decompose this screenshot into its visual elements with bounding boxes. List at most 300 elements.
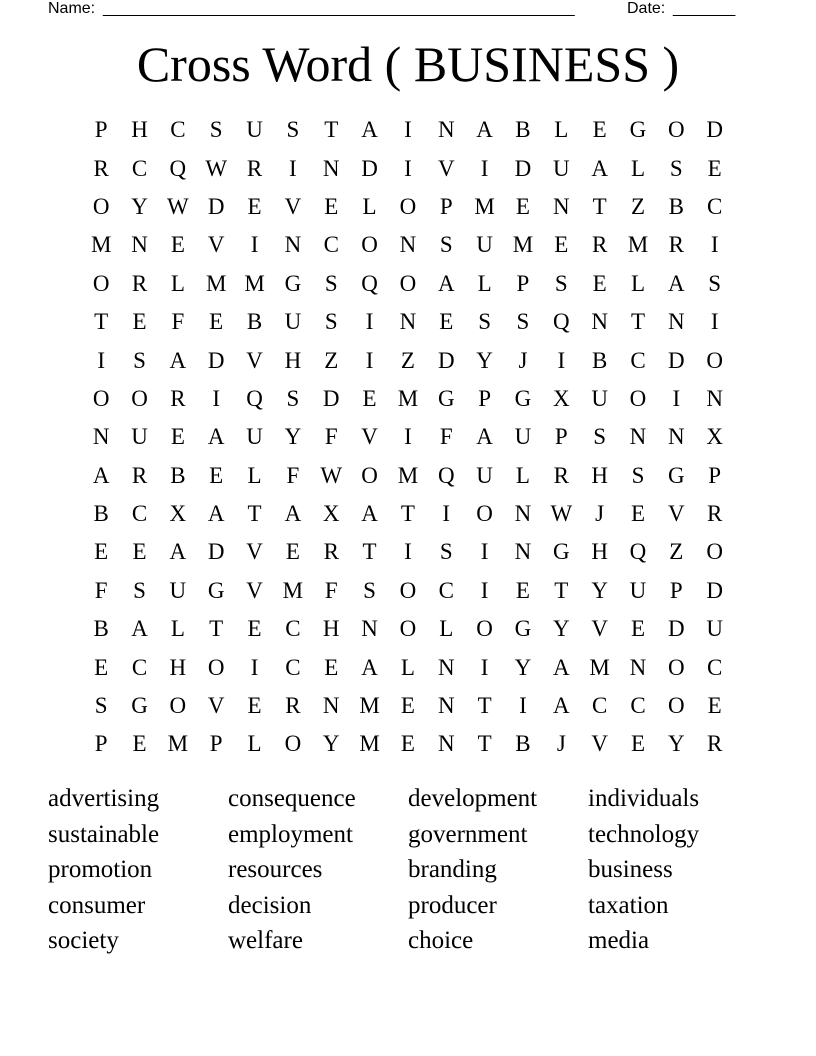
grid-letter: H — [284, 347, 302, 373]
grid-letter: P — [554, 424, 568, 450]
grid-letter: U — [476, 462, 493, 488]
grid-letter: V — [284, 193, 302, 219]
grid-letter: B — [93, 501, 109, 527]
grid-letter: O — [284, 731, 302, 757]
grid-letter: O — [668, 117, 685, 143]
grid-letter: M — [512, 232, 534, 258]
grid-letter: S — [133, 577, 146, 603]
grid-row — [82, 533, 734, 571]
word-list-item: sustainable — [48, 820, 160, 848]
grid-letter: C — [630, 347, 646, 373]
grid-letter: S — [286, 117, 300, 143]
grid-letter: M — [474, 193, 495, 219]
grid-letter: G — [514, 616, 532, 642]
grid-letter: M — [282, 577, 304, 603]
grid-letter: A — [668, 270, 685, 296]
grid-letter: O — [131, 385, 148, 411]
grid-letter: C — [707, 654, 723, 680]
grid-letter: V — [246, 539, 263, 565]
word-list-item: individuals — [588, 785, 700, 812]
grid-letter: N — [591, 309, 608, 335]
grid-letter: I — [672, 385, 681, 411]
grid-row — [82, 687, 734, 725]
grid-letter: A — [591, 155, 608, 181]
grid-letter: P — [669, 577, 683, 603]
grid-letter: P — [94, 117, 108, 143]
grid-letter: Y — [476, 347, 493, 373]
grid-letter: I — [710, 232, 719, 258]
grid-letter: F — [286, 462, 300, 488]
grid-letter: E — [132, 539, 147, 565]
grid-letter: I — [365, 309, 374, 335]
grid-letter: O — [207, 654, 225, 680]
grid-letter: P — [478, 385, 491, 411]
grid-letter: A — [361, 501, 378, 527]
page-title: Cross Word ( BUSINESS ) — [136, 36, 680, 92]
grid-letter: Y — [284, 424, 302, 450]
grid-letter: A — [552, 693, 570, 719]
grid-letter: T — [94, 309, 109, 335]
grid-letter: M — [397, 462, 419, 488]
grid-letter: E — [400, 693, 415, 719]
grid-letter: W — [205, 155, 228, 181]
grid-letter: A — [361, 654, 378, 680]
grid-letter: N — [92, 424, 110, 450]
grid-letter: E — [630, 616, 646, 642]
grid-letter: D — [361, 155, 378, 181]
grid-letter: O — [399, 270, 417, 296]
grid-letter: T — [247, 501, 262, 527]
grid-letter: J — [556, 731, 566, 757]
grid-letter: V — [361, 424, 378, 450]
grid-letter: S — [669, 155, 683, 181]
grid-row — [82, 725, 734, 763]
grid-letter: A — [169, 539, 187, 565]
grid-letter: O — [169, 693, 187, 719]
grid-letter: A — [207, 501, 225, 527]
grid-letter: I — [442, 501, 451, 527]
grid-letter: M — [589, 654, 610, 680]
grid-letter: N — [437, 693, 455, 719]
grid-letter: V — [591, 731, 608, 757]
word-list-item: welfare — [228, 927, 303, 954]
grid-letter: N — [629, 424, 647, 450]
grid-letter: L — [439, 616, 454, 642]
grid-letter: E — [362, 385, 377, 411]
word-list-item: development — [408, 785, 538, 812]
grid-letter: H — [169, 654, 187, 680]
grid-letter: N — [361, 616, 378, 642]
grid-letter: Y — [591, 577, 608, 603]
grid-letter: O — [399, 193, 417, 219]
grid-letter: S — [439, 539, 453, 565]
grid-letter: I — [250, 232, 259, 258]
grid-letter: E — [209, 309, 224, 335]
word-list-item: business — [588, 856, 673, 883]
grid-letter: H — [131, 117, 148, 143]
grid-letter: P — [439, 193, 453, 219]
grid-letter: V — [591, 616, 608, 642]
grid-letter: B — [246, 309, 263, 335]
grid-letter: P — [516, 270, 530, 296]
grid-letter: F — [171, 309, 185, 335]
grid-letter: N — [629, 654, 647, 680]
grid-letter: E — [209, 462, 224, 488]
grid-letter: F — [324, 577, 338, 603]
grid-letter: X — [322, 501, 340, 527]
grid-letter: I — [404, 117, 412, 143]
grid-letter: C — [285, 616, 301, 642]
grid-letter: E — [170, 424, 185, 450]
grid-letter: B — [170, 462, 186, 488]
grid-letter: S — [593, 424, 607, 450]
grid-letter: I — [519, 693, 527, 719]
grid-letter: I — [404, 155, 412, 181]
grid-letter: C — [438, 577, 454, 603]
grid-letter: O — [706, 539, 723, 565]
grid-letter: I — [480, 155, 489, 181]
grid-letter: R — [246, 155, 263, 181]
grid-letter: Y — [552, 616, 570, 642]
grid-row — [82, 341, 734, 379]
grid-letter: O — [476, 616, 493, 642]
grid-letter: A — [476, 117, 493, 143]
grid-letter: X — [169, 501, 187, 527]
grid-letter: C — [131, 155, 148, 181]
grid-letter: L — [477, 270, 492, 296]
grid-letter: I — [404, 424, 412, 450]
grid-letter: D — [207, 539, 225, 565]
grid-letter: O — [476, 501, 493, 527]
grid-letter: S — [478, 309, 491, 335]
grid-letter: N — [437, 731, 455, 757]
grid-letter: V — [207, 232, 225, 258]
grid-letter: U — [476, 232, 493, 258]
grid-letter: S — [286, 385, 300, 411]
grid-letter: G — [629, 117, 647, 143]
grid-letter: T — [477, 693, 492, 719]
grid-letter: N — [437, 654, 455, 680]
grid-letter: N — [552, 193, 570, 219]
grid-row — [82, 418, 734, 456]
grid-row — [82, 111, 734, 149]
grid-letter: U — [169, 577, 187, 603]
grid-letter: E — [324, 654, 339, 680]
grid-letter: G — [552, 539, 570, 565]
grid-letter: T — [554, 577, 569, 603]
grid-letter: I — [404, 539, 412, 565]
grid-letter: P — [708, 462, 722, 488]
grid-letter: Q — [437, 462, 455, 488]
grid-letter: E — [592, 270, 607, 296]
grid-letter: T — [477, 731, 492, 757]
grid-letter: L — [630, 270, 646, 296]
grid-row — [82, 610, 734, 648]
grid-row — [82, 188, 734, 226]
grid-letter: G — [207, 577, 225, 603]
grid-letter: Z — [324, 347, 339, 373]
grid-letter: I — [365, 347, 374, 373]
grid-letter: S — [324, 270, 338, 296]
grid-letter: S — [133, 347, 146, 373]
header-line — [48, 0, 748, 20]
grid-letter: A — [552, 654, 570, 680]
grid-letter: I — [480, 654, 489, 680]
grid-letter: E — [630, 731, 646, 757]
grid-letter: E — [170, 232, 185, 258]
grid-letter: A — [476, 424, 493, 450]
grid-letter: M — [90, 232, 112, 258]
grid-letter: N — [706, 385, 723, 411]
grid-letter: Q — [552, 309, 570, 335]
grid-letter: G — [668, 462, 685, 488]
grid-letter: O — [92, 270, 110, 296]
grid-letter: E — [132, 309, 147, 335]
grid-row — [82, 149, 734, 187]
grid-letter: E — [707, 693, 722, 719]
grid-letter: A — [361, 117, 378, 143]
grid-row — [82, 265, 734, 303]
grid-letter: G — [131, 693, 148, 719]
grid-letter: I — [250, 654, 259, 680]
grid-letter: I — [289, 155, 297, 181]
grid-letter: S — [554, 270, 568, 296]
grid-letter: W — [320, 462, 343, 488]
name-label: Name: — [48, 0, 96, 17]
grid-letter: L — [400, 654, 415, 680]
grid-letter: E — [247, 616, 262, 642]
grid-letter: I — [97, 347, 105, 373]
grid-letter: N — [399, 309, 417, 335]
grid-letter: E — [94, 539, 109, 565]
grid-letter: L — [170, 616, 185, 642]
grid-letter: O — [399, 577, 417, 603]
grid-letter: S — [324, 309, 338, 335]
grid-letter: M — [627, 232, 649, 258]
grid-letter: E — [592, 117, 607, 143]
grid-letter: T — [209, 616, 224, 642]
grid-letter: N — [322, 693, 340, 719]
word-list-item: decision — [228, 891, 312, 919]
grid-letter: S — [516, 309, 530, 335]
grid-letter: N — [514, 501, 532, 527]
grid-letter: M — [359, 731, 380, 757]
grid-letter: G — [514, 385, 532, 411]
grid-letter: E — [324, 193, 339, 219]
grid-letter: S — [209, 117, 223, 143]
grid-letter: Z — [400, 347, 415, 373]
grid-letter: E — [285, 539, 300, 565]
grid-letter: F — [94, 577, 108, 603]
grid-letter: J — [518, 347, 528, 373]
grid-letter: S — [708, 270, 722, 296]
grid-letter: U — [706, 616, 723, 642]
grid-letter: N — [399, 232, 417, 258]
grid-letter: E — [515, 193, 530, 219]
grid-letter: U — [629, 577, 647, 603]
grid-letter: A — [169, 347, 187, 373]
word-list-item: consequence — [228, 785, 356, 812]
grid-letter: D — [207, 193, 225, 219]
grid-letter: Y — [131, 193, 148, 219]
grid-letter: A — [207, 424, 225, 450]
word-list-item: technology — [588, 820, 700, 848]
grid-letter: U — [131, 424, 148, 450]
name-field[interactable]: _____________________________________________________ — [103, 0, 575, 17]
grid-row — [82, 226, 734, 264]
grid-letter: V — [246, 577, 263, 603]
grid-letter: E — [94, 654, 109, 680]
grid-letter: H — [591, 539, 608, 565]
grid-letter: O — [629, 385, 647, 411]
grid-letter: L — [362, 193, 377, 219]
grid-letter: X — [706, 424, 723, 450]
grid-letter: U — [284, 309, 302, 335]
grid-row — [82, 457, 734, 495]
grid-letter: N — [668, 424, 685, 450]
grid-letter: T — [630, 309, 646, 335]
grid-letter: C — [707, 193, 723, 219]
grid-row — [82, 648, 734, 686]
grid-letter: X — [552, 385, 570, 411]
grid-letter: H — [322, 616, 340, 642]
grid-letter: O — [92, 385, 110, 411]
grid-letter: O — [668, 654, 685, 680]
grid-letter: C — [131, 501, 148, 527]
grid-letter: S — [439, 232, 453, 258]
date-field[interactable]: _______ — [673, 0, 736, 17]
grid-letter: T — [592, 193, 607, 219]
grid-letter: V — [246, 347, 263, 373]
grid-letter: R — [131, 270, 148, 296]
grid-row — [82, 495, 734, 533]
grid-letter: R — [93, 155, 109, 181]
grid-letter: M — [397, 385, 419, 411]
grid-letter: R — [170, 385, 186, 411]
grid-letter: E — [400, 731, 415, 757]
grid-letter: G — [284, 270, 302, 296]
grid-letter: L — [554, 117, 569, 143]
grid-letter: O — [92, 193, 110, 219]
grid-letter: L — [247, 462, 262, 488]
grid-letter: O — [668, 693, 685, 719]
grid-letter: D — [322, 385, 340, 411]
grid-letter: L — [170, 270, 185, 296]
grid-letter: M — [359, 693, 380, 719]
grid-letter: M — [167, 731, 189, 757]
grid-letter: P — [209, 731, 223, 757]
grid-letter: N — [437, 117, 455, 143]
grid-letter: Y — [322, 731, 340, 757]
grid-row — [82, 380, 734, 418]
grid-letter: A — [437, 270, 455, 296]
grid-letter: R — [668, 232, 684, 258]
grid-letter: I — [480, 577, 489, 603]
grid-letter: R — [323, 539, 339, 565]
word-list-item: taxation — [588, 891, 669, 919]
grid-letter: C — [285, 654, 301, 680]
grid-letter: Q — [629, 539, 647, 565]
grid-letter: Q — [361, 270, 378, 296]
word-list-item: promotion — [48, 856, 153, 883]
grid-letter: U — [591, 385, 608, 411]
grid-letter: G — [437, 385, 455, 411]
grid-letter: C — [170, 117, 186, 143]
grid-letter: B — [668, 193, 684, 219]
grid-letter: R — [131, 462, 148, 488]
grid-letter: E — [247, 193, 262, 219]
grid-letter: F — [324, 424, 338, 450]
grid-letter: U — [514, 424, 532, 450]
grid-letter: C — [323, 232, 339, 258]
grid-letter: L — [247, 731, 262, 757]
grid-letter: T — [400, 501, 415, 527]
grid-letter: I — [710, 309, 719, 335]
grid-letter: R — [707, 501, 723, 527]
grid-letter: N — [284, 232, 302, 258]
letter-grid — [82, 111, 734, 764]
grid-letter: V — [668, 501, 685, 527]
word-list — [48, 781, 768, 959]
grid-letter: V — [437, 155, 455, 181]
grid-row — [82, 572, 734, 610]
grid-letter: O — [706, 347, 723, 373]
grid-letter: B — [515, 117, 531, 143]
grid-letter: F — [439, 424, 453, 450]
grid-letter: E — [630, 501, 646, 527]
grid-letter: N — [131, 232, 148, 258]
grid-letter: I — [212, 385, 221, 411]
grid-letter: Q — [246, 385, 263, 411]
grid-letter: D — [706, 577, 723, 603]
word-list-item: advertising — [48, 785, 160, 812]
grid-letter: D — [668, 616, 685, 642]
grid-row — [82, 303, 734, 341]
grid-letter: E — [707, 155, 722, 181]
grid-letter: C — [591, 693, 608, 719]
grid-letter: O — [399, 616, 417, 642]
grid-letter: Y — [668, 731, 685, 757]
grid-letter: M — [205, 270, 227, 296]
grid-letter: R — [285, 693, 301, 719]
grid-letter: I — [480, 539, 489, 565]
grid-letter: E — [439, 309, 454, 335]
grid-letter: D — [437, 347, 455, 373]
grid-letter: E — [247, 693, 262, 719]
word-list-item: producer — [408, 891, 497, 919]
word-list-item: resources — [228, 856, 323, 883]
grid-letter: B — [591, 347, 608, 373]
grid-letter: W — [167, 193, 189, 219]
grid-letter: M — [244, 270, 265, 296]
word-list-item: employment — [228, 820, 353, 848]
grid-letter: L — [515, 462, 530, 488]
grid-letter: R — [707, 731, 723, 757]
grid-letter: L — [630, 155, 646, 181]
grid-letter: O — [361, 462, 378, 488]
grid-letter: B — [93, 616, 109, 642]
word-list-item: branding — [408, 856, 497, 883]
grid-letter: B — [515, 731, 531, 757]
grid-letter: N — [514, 539, 532, 565]
grid-letter: U — [246, 117, 263, 143]
grid-letter: D — [668, 347, 685, 373]
grid-letter: A — [92, 462, 110, 488]
grid-letter: D — [514, 155, 532, 181]
grid-letter: P — [94, 731, 108, 757]
word-list-item: choice — [408, 927, 474, 954]
grid-letter: T — [362, 539, 377, 565]
